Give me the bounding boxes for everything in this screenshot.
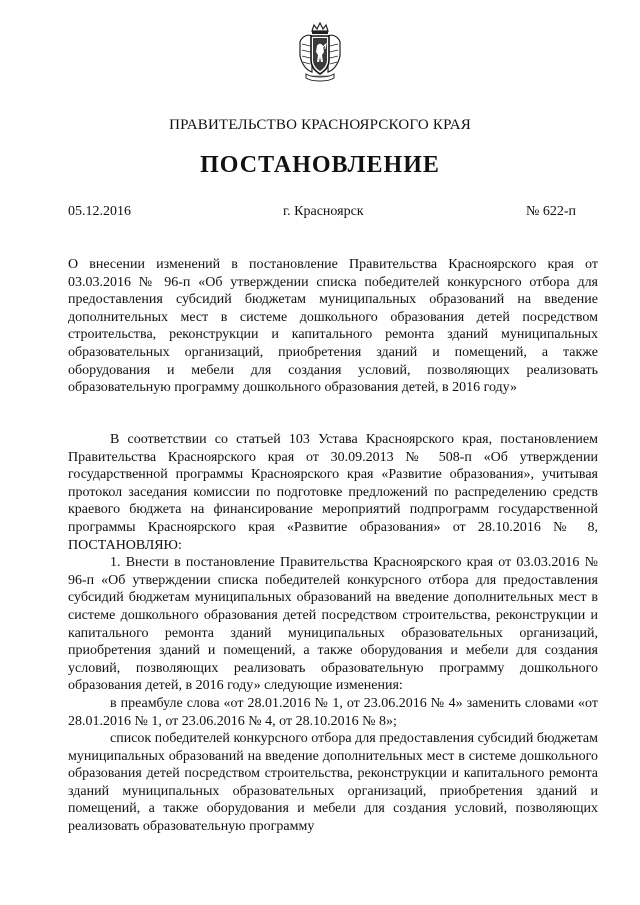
preamble-paragraph: В соответствии со статьей 103 Устава Красноярского края, постановлением Правительства Красноярского края от 30.09.2013 № 508-п «Об утверждении государственной программы Красноярского края «Развитие образования», учитывая протокол заседания комиссии по подготовке предложений по распределению средств краевого бюджета на финансирование мероприятий подпрограмм государственной программы Красноярского края «Развитие образования» от 28.10.2016 № 8, ПОСТАНОВЛЯЮ: xyxy=(68,432,598,553)
document-type-title: ПОСТАНОВЛЕНИЕ xyxy=(200,152,440,178)
change-2-paragraph: список победителей конкурсного отбора для предоставления субсидий бюджетам муниципальных образований на введение дополнительных мест в системе дошкольного образования детей посредством строительства, реконструкции и капитального ремонта зданий муниципальных образовательных организаций, приобретения зданий и помещений, а также оборудования и мебели для создания условий, позволяющих реализовать образовательную программу xyxy=(68,731,598,835)
change-1-paragraph: в преамбуле слова «от 28.01.2016 № 1, от 23.06.2016 № 4» заменить словами «от 28.01.2016 № 1, от 23.06.2016 № 4, от 28.10.2016 № 8»; xyxy=(68,695,598,729)
document-subject: О внесении изменений в постановление Правительства Красноярского края от 03.03.2016 № 96-п «Об утверждении списка победителей конкурсного отбора для предоставления субсидий бюджетам муниципальных образований на введение дополнительных мест в системе дошкольного образования детей посредством строительства, реконструкции и капитального ремонта зданий муниципальных образовательных организаций, приобретения зданий и помещений, а также оборудования и мебели для создания условий, позволяющих реализовать образовательную программу дошкольного образования детей, в 2016 году» xyxy=(68,257,598,396)
krasnoyarsk-coat-of-arms-icon xyxy=(296,22,344,84)
document-body xyxy=(68,431,598,836)
document-date: 05.12.2016 xyxy=(68,204,131,219)
government-title: ПРАВИТЕЛЬСТВО КРАСНОЯРСКОГО КРАЯ xyxy=(169,117,471,133)
document-meta-row xyxy=(68,203,576,221)
item-1-paragraph: 1. Внести в постановление Правительства Красноярского края от 03.03.2016 № 96-п «Об утверждении списка победителей конкурсного отбора для предоставления субсидий бюджетам муниципальных образований на введение дополнительных мест в системе дошкольного образования детей посредством строительства, реконструкции и капитального ремонта зданий муниципальных образовательных организаций, приобретения зданий и помещений, а также оборудования и мебели для создания условий, позволяющих реализовать образовательную программу дошкольного образования детей, в 2016 году» следующие изменения: xyxy=(68,555,598,694)
document-number: № 622-п xyxy=(525,204,576,219)
document-city: г. Красноярск xyxy=(283,204,364,219)
